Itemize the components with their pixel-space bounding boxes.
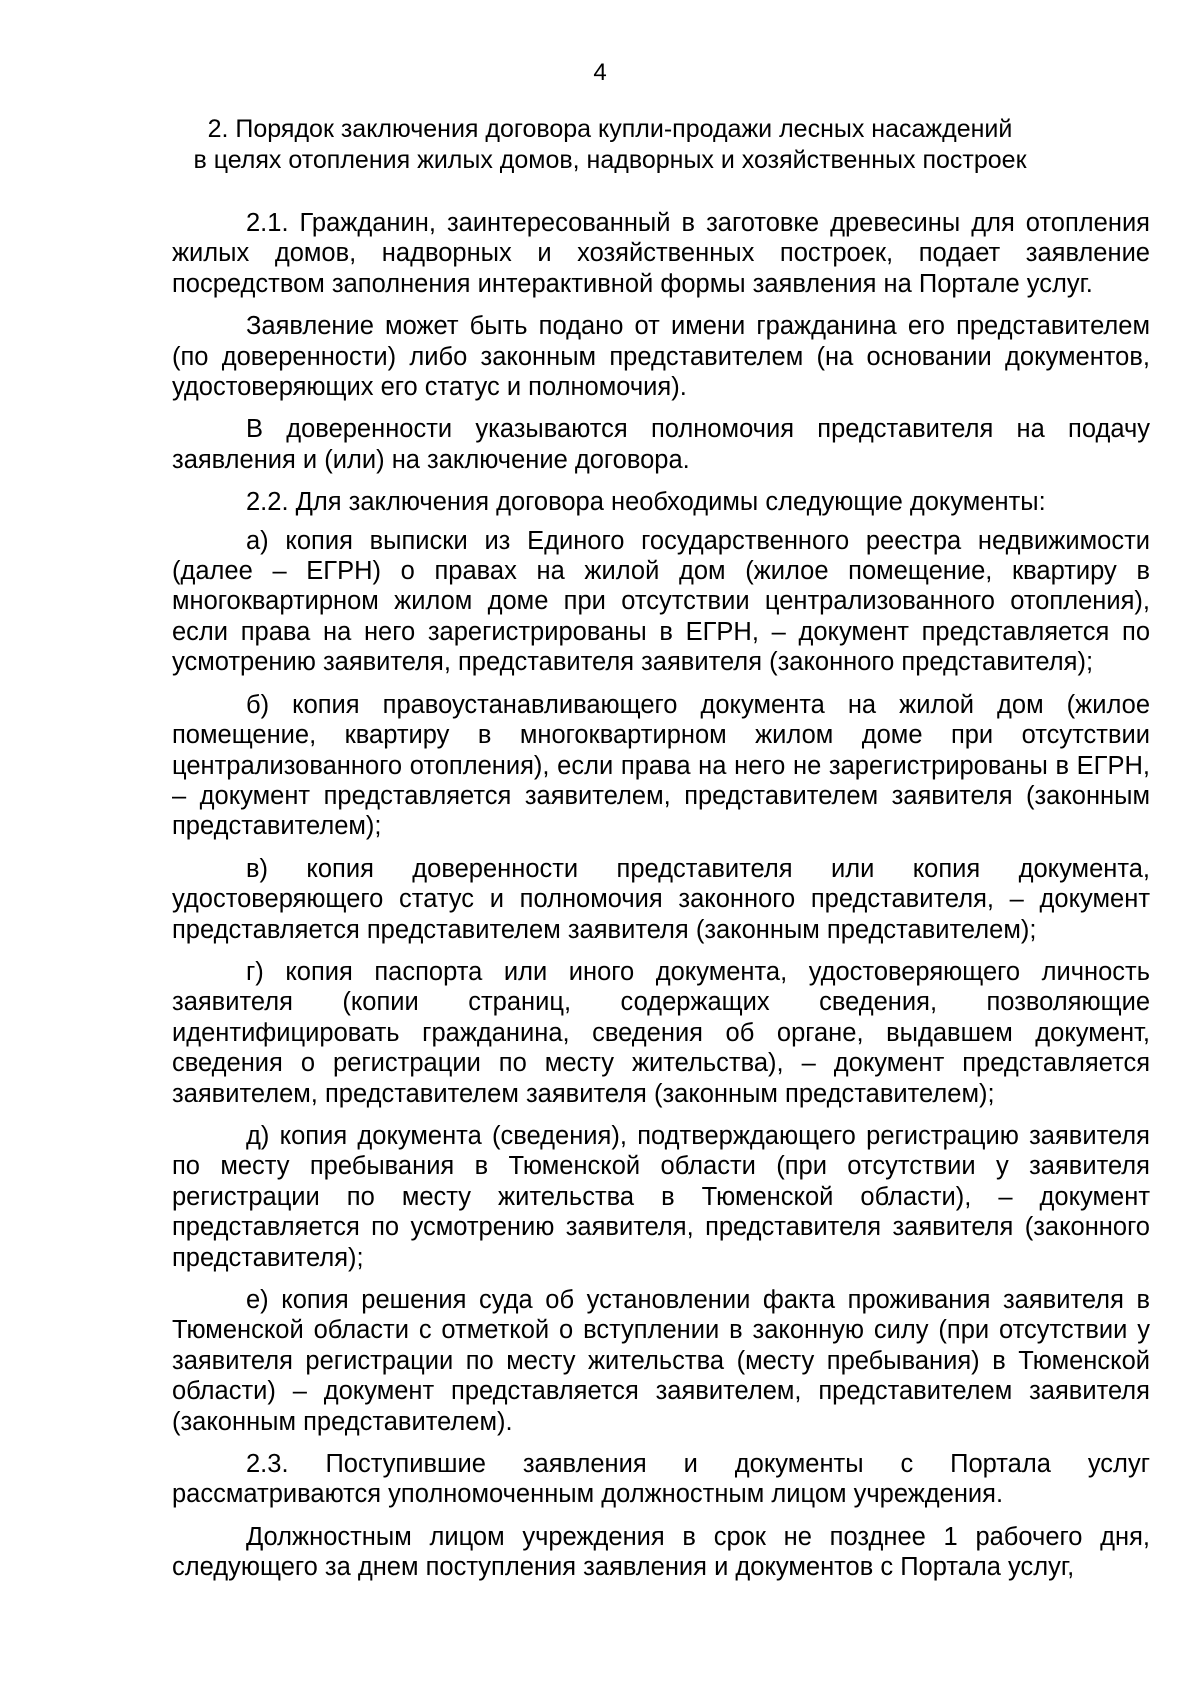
paragraph-2-3: 2.3. Поступившие заявления и документы с Портала услуг рассматриваются уполномоченным должностным лицом учреждения.	[172, 1450, 1150, 1509]
paragraph-power-of-attorney: В доверенности указываются полномочия представителя на подачу заявления и (или) на заключение договора.	[172, 415, 1150, 474]
section-title-line-2: в целях отопления жилых домов, надворных и хозяйственных построек	[193, 146, 1027, 174]
list-item-g: г) копия паспорта или иного документа, удостоверяющего личность заявителя (копии страниц, содержащих сведения, позволяющие идентифицировать гражданина, сведения об органе, выдавшем документ, сведения о регистрации по месту жительства), – документ представляется заявителем, представителем заявителя (законным представителем);	[172, 957, 1150, 1108]
list-item-b: б) копия правоустанавливающего документа на жилой дом (жилое помещение, квартиру в многоквартирном жилом доме при отсутствии централизованного отопления), если права на него не зарегистрированы в ЕГРН, – документ представляется заявителем, представителем заявителя (законным представителем);	[172, 690, 1150, 841]
paragraph-representative: Заявление может быть подано от имени гражданина его представителем (по доверенности) либо законным представителем (на основании документов, удостоверяющих его статус и полномочия).	[172, 312, 1150, 402]
section-title-line-1: 2. Порядок заключения договора купли-продажи лесных насаждений	[207, 115, 1013, 143]
paragraph-2-1: 2.1. Гражданин, заинтересованный в заготовке древесины для отопления жилых домов, надворных и хозяйственных построек, подает заявление посредством заполнения интерактивной формы заявления на Портале услуг.	[172, 209, 1150, 298]
list-item-d: д) копия документа (сведения), подтверждающего регистрацию заявителя по месту пребывания в Тюменской области (при отсутствии у заявителя регистрации по месту жительства в Тюменской области), – документ представляется по усмотрению заявителя, представителя заявителя (законного представителя);	[172, 1121, 1150, 1272]
paragraph-official-review: Должностным лицом учреждения в срок не позднее 1 рабочего дня, следующего за днем поступления заявления и документов с Портала услуг,	[172, 1522, 1150, 1582]
list-item-e: е) копия решения суда об установлении факта проживания заявителя в Тюменской области с отметкой о вступлении в законную силу (при отсутствии у заявителя регистрации по месту жительства (месту пребывания) в Тюменской области) – документ представляется заявителем, представителем заявителя (законным представителем).	[172, 1286, 1150, 1436]
section-title	[160, 114, 1060, 176]
list-item-a: а) копия выписки из Единого государственного реестра недвижимости (далее – ЕГРН) о правах на жилой дом (жилое помещение, квартиру в многоквартирном жилом доме при отсутствии централизованного отопления), если права на него зарегистрированы в ЕГРН, – документ представляется по усмотрению заявителя, представителя заявителя (законного представителя);	[172, 526, 1150, 677]
paragraph-2-2: 2.2. Для заключения договора необходимы следующие документы:	[246, 488, 1046, 517]
document-body	[172, 208, 1150, 1595]
page-number: 4	[593, 59, 607, 86]
list-item-v: в) копия доверенности представителя или копия документа, удостоверяющего статус и полномочия законного представителя, – документ представляется представителем заявителя (законным представителем);	[172, 854, 1150, 944]
